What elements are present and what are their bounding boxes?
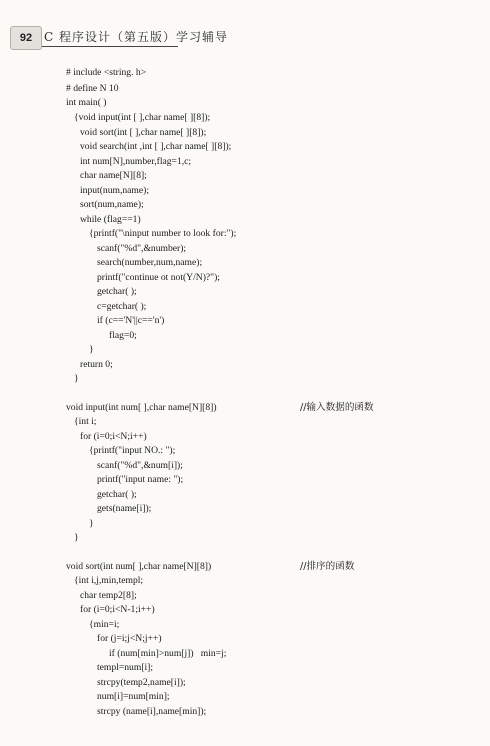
code-line: char temp2[8];	[80, 590, 137, 601]
code-comment: //输入数据的函数	[300, 402, 374, 413]
code-line: input(num,name);	[80, 185, 150, 196]
code-line: printf("continue ot not(Y/N)?");	[97, 272, 220, 283]
header-rule	[42, 46, 178, 47]
code-line: {int i;	[74, 416, 97, 427]
page-number-badge: 92	[10, 26, 42, 50]
code-line: search(number,num,name);	[97, 257, 203, 268]
code-line: char name[N][8];	[80, 170, 147, 181]
code-line: }	[74, 532, 79, 543]
code-line: num[i]=num[min];	[97, 691, 170, 702]
page-header	[0, 26, 490, 52]
code-line: void search(int ,int [ ],char name[ ][8]);	[80, 141, 232, 152]
code-line: getchar( );	[97, 286, 137, 297]
code-line: {printf("input NO.: ");	[89, 445, 176, 456]
code-line: for (j=i;j<N;j++)	[97, 633, 162, 644]
code-line: for (i=0;i<N;i++)	[80, 431, 147, 442]
code-line: {printf("\ninput number to look for:");	[89, 228, 237, 239]
code-line: flag=0;	[109, 330, 137, 341]
code-line: strcpy(temp2,name[i]);	[97, 677, 186, 688]
code-line: }	[89, 344, 94, 355]
code-line: # define N 10	[66, 83, 119, 94]
code-line: strcpy (name[i],name[min]);	[97, 706, 207, 717]
code-line: sort(num,name);	[80, 199, 144, 210]
code-comment: //排序的函数	[300, 561, 355, 572]
code-line: }	[74, 373, 79, 384]
code-line: int num[N],number,flag=1,c;	[80, 156, 192, 167]
code-line: scanf("%d",&number);	[97, 243, 187, 254]
code-line: if (num[min]>num[j]) min=j;	[109, 648, 227, 659]
code-line: }	[89, 518, 94, 529]
code-line: templ=num[i];	[97, 662, 154, 673]
code-line: int main( )	[66, 97, 107, 108]
code-line: if (c=='N'||c=='n')	[97, 315, 165, 326]
code-line: gets(name[i]);	[97, 503, 152, 514]
code-line: for (i=0;i<N-1;i++)	[80, 604, 155, 615]
code-line: scanf("%d",&num[i]);	[97, 460, 183, 471]
code-line: {void input(int [ ],char name[ ][8]);	[74, 112, 211, 123]
code-line: void sort(int [ ],char name[ ][8]);	[80, 127, 207, 138]
code-line: {min=i;	[89, 619, 120, 630]
code-line: return 0;	[80, 359, 113, 370]
code-line: void input(int num[ ],char name[N][8])	[66, 402, 217, 413]
code-line: {int i,j,min,templ;	[74, 575, 144, 586]
book-title: C 程序设计（第五版）学习辅导	[44, 30, 228, 44]
code-line: getchar( );	[97, 489, 137, 500]
code-line: void sort(int num[ ],char name[N][8])	[66, 561, 212, 572]
code-line: # include <string. h>	[66, 67, 147, 78]
code-line: printf("input name: ");	[97, 474, 184, 485]
code-line: while (flag==1)	[80, 214, 141, 225]
code-line: c=getchar( );	[97, 301, 147, 312]
